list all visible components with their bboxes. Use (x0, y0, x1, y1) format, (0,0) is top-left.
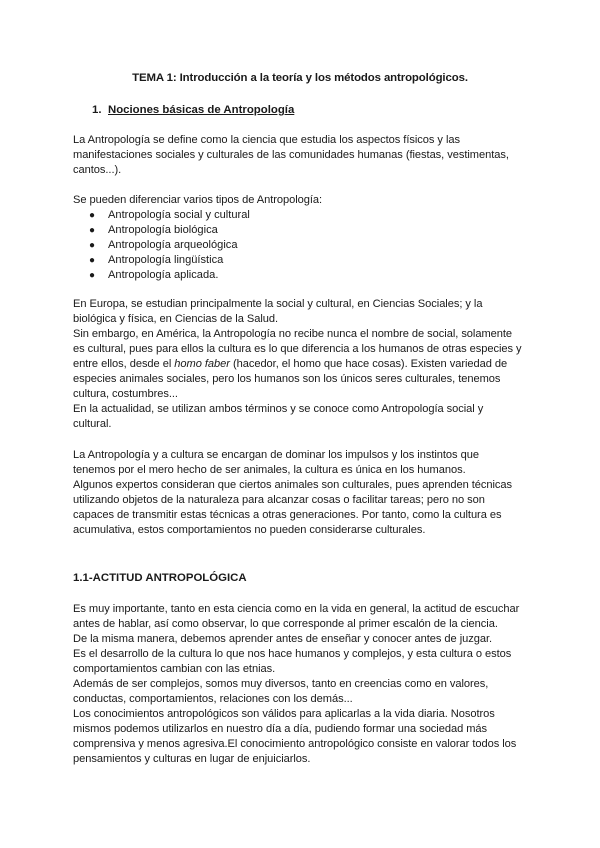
text-line: En la actualidad, se utilizan ambos términos y se conoce como Antropología social y (73, 403, 484, 415)
section-heading-1 (92, 104, 294, 116)
europe-paragraph (73, 297, 533, 432)
text-line: Se pueden diferenciar varios tipos de Antropología: (73, 194, 323, 206)
text-line: cantos...). (73, 164, 122, 176)
text-line: manifestaciones sociales y culturales de las comunidades humanas (fiestas, vestimentas, (73, 149, 509, 161)
list-item (73, 238, 250, 253)
text-span: entre ellos, desde el (73, 358, 175, 370)
text-line: Además de ser complejos, somos muy diversos, tanto en creencias como en valores, (73, 678, 489, 690)
text-line: acumulativa, estos comportamientos no pueden considerarse culturales. (73, 524, 426, 536)
bullet-icon: ● (89, 270, 96, 281)
attitude-paragraph (73, 602, 533, 767)
types-list (73, 208, 250, 283)
list-item-text: Antropología aplicada. (108, 269, 219, 281)
text-span: (hacedor, el homo que hace cosas). Existen variedad de (229, 358, 508, 370)
bullet-icon: ● (89, 255, 96, 266)
bullet-icon: ● (89, 240, 96, 251)
text-line: biológica y física, en Ciencias de la Salud. (73, 313, 279, 325)
text-line: mismos podemos utilizarlos en nuestro día a día, pudiendo formar una sociedad más (73, 723, 488, 735)
text-line: conductas, comportamientos, relaciones con los demás... (73, 693, 353, 705)
list-item-text: Antropología social y cultural (108, 209, 250, 221)
list-item-text: Antropología arqueológica (108, 239, 238, 251)
text-line: Es muy importante, tanto en esta ciencia como en la vida en general, la actitud de escuchar (73, 603, 520, 615)
text-line: Es el desarrollo de la cultura lo que nos hace humanos y complejos, y esta cultura o estos (73, 648, 512, 660)
intro-paragraph (73, 133, 533, 178)
types-lead (73, 193, 533, 208)
text-line: Algunos expertos consideran que ciertos animales son culturales, pues aprenden técnicas (73, 479, 513, 491)
text-line: De la misma manera, debemos aprender antes de enseñar y conocer antes de juzgar. (73, 633, 493, 645)
section-heading-1-1: 1.1-ACTITUD ANTROPOLÓGICA (73, 572, 247, 584)
section-title: Nociones básicas de Antropología (108, 104, 295, 116)
text-line: utilizando objetos de la naturaleza para alcanzar cosas o facilitar tareas; pero no son (73, 494, 485, 506)
text-line: La Antropología se define como la ciencia que estudia los aspectos físicos y las (73, 134, 460, 146)
text-line: especies animales sociales, pero los humanos son los únicos seres culturales, tenemos (73, 373, 501, 385)
text-line: comprensiva y menos agresiva.El conocimiento antropológico consiste en valorar todos los (73, 738, 517, 750)
text-line: comportamientos cambian con las etnias. (73, 663, 276, 675)
list-item (73, 208, 250, 223)
list-item-text: Antropología lingüística (108, 254, 224, 266)
text-line: cultura, costumbres... (73, 388, 178, 400)
bullet-icon: ● (89, 210, 96, 221)
text-line: Sin embargo, en América, la Antropología no recibe nunca el nombre de social, solamente (73, 328, 513, 340)
text-line: Los conocimientos antropológicos son válidos para aplicarlas a la vida diaria. Nosotros (73, 708, 495, 720)
bullet-icon: ● (89, 225, 96, 236)
text-line (73, 357, 533, 372)
text-line: capaces de transmitir estas técnicas a otras generaciones. Por tanto, como la cultura es (73, 509, 502, 521)
text-line: antes de hablar, así como observar, lo que corresponde al primer escalón de la ciencia. (73, 618, 498, 630)
culture-paragraph (73, 448, 533, 538)
text-line: es cultural, pues para ellos la cultura es lo que diferencia a los humanos de otras especies y (73, 343, 522, 355)
italic-term: homo faber (174, 358, 230, 370)
text-line: tenemos por el mero hecho de ser animales, la cultura es única en los humanos. (73, 464, 466, 476)
text-line: La Antropología y a cultura se encargan de dominar los impulsos y los instintos que (73, 449, 479, 461)
list-item (73, 223, 250, 238)
list-item (73, 253, 250, 268)
list-item-text: Antropología biológica (108, 224, 218, 236)
section-number: 1. (92, 104, 102, 116)
text-line: En Europa, se estudian principalmente la social y cultural, en Ciencias Sociales; y la (73, 298, 483, 310)
document-title: TEMA 1: Introducción a la teoría y los métodos antropológicos. (132, 72, 468, 84)
text-line: pensamientos y culturas en lugar de enjuiciarlos. (73, 753, 311, 765)
list-item (73, 268, 250, 283)
text-line: cultural. (73, 418, 112, 430)
